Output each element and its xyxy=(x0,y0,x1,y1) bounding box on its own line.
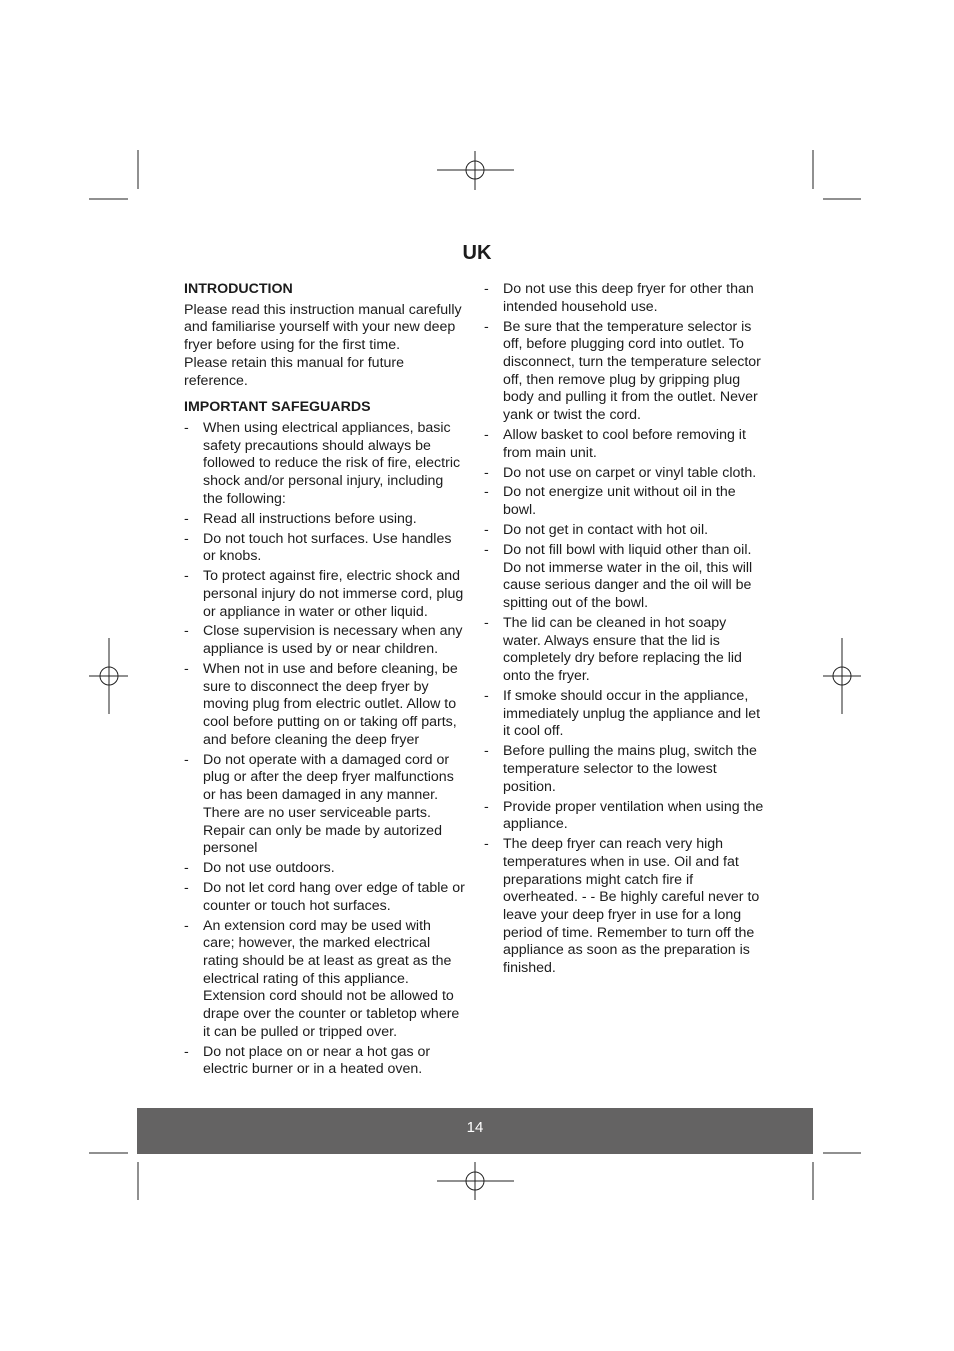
list-item xyxy=(184,1044,466,1079)
safeguards-section xyxy=(184,399,466,1079)
dash-bullet: - xyxy=(484,687,489,704)
list-item xyxy=(184,880,466,915)
introduction-heading: INTRODUCTION xyxy=(184,281,293,297)
list-item xyxy=(484,427,766,462)
list-item-text: Do not use on carpet or vinyl table cloth. xyxy=(503,464,757,481)
list-item-text: Do not use outdoors. xyxy=(203,860,335,877)
list-item xyxy=(184,511,466,529)
dash-bullet: - xyxy=(184,661,189,677)
dash-bullet: - xyxy=(184,751,189,768)
list-item-text: Before pulling the mains plug, switch the temperature selector to the lowest position. xyxy=(503,743,757,795)
list-item xyxy=(484,836,766,978)
list-item-text: An extension cord may be used with care; however, the marked electrical rating should be at least as great as the electrical rating of this appliance. Extension cord should not be allowed to drape over the counter or tabletop where it can be pulled or tripped over. xyxy=(203,917,460,1040)
list-item xyxy=(484,615,766,686)
dash-bullet: - xyxy=(484,836,489,853)
registration-mark-bottom-icon xyxy=(437,1162,514,1200)
safeguards-list-right xyxy=(484,281,766,978)
crop-mark-top-left-icon xyxy=(89,150,138,199)
dash-bullet: - xyxy=(484,541,489,558)
list-item xyxy=(184,860,466,878)
list-item-text: Allow basket to cool before removing it from main unit. xyxy=(503,427,746,461)
dash-bullet: - xyxy=(484,798,489,815)
list-item-text: The lid can be cleaned in hot soapy water. Always ensure that the lid is completely dry before replacing the lid onto the fryer. xyxy=(503,614,742,685)
list-item xyxy=(184,568,466,621)
list-item-text: Be sure that the temperature selector is off, before plugging cord into outlet. To disconnect, turn the temperature selector off, then remove plug by gripping plug body and pulling it from the outlet. Never yank or twist the cord. xyxy=(503,318,761,424)
dash-bullet: - xyxy=(484,522,489,539)
list-item-text: Do not get in contact with hot oil. xyxy=(503,522,709,539)
list-item xyxy=(484,465,766,483)
dash-bullet: - xyxy=(184,1043,189,1060)
dash-bullet: - xyxy=(184,568,189,585)
introduction-paragraph: Please retain this manual for future reference. xyxy=(184,354,405,389)
dash-bullet: - xyxy=(484,427,489,443)
list-item-text: Do not place on or near a hot gas or electric burner or in a heated oven. xyxy=(203,1043,431,1078)
list-item-text: Do not operate with a damaged cord or plug or after the deep fryer malfunctions or has been damaged in any manner. There are no user serviceable parts. Repair can only be made by autorized personel xyxy=(203,751,454,857)
list-item-text: To protect against fire, electric shock and personal injury do not immerse cord, plug or appliance in water or other liquid. xyxy=(203,568,464,620)
list-item xyxy=(484,743,766,796)
crop-mark-bottom-right-icon xyxy=(813,1153,861,1200)
dash-bullet: - xyxy=(184,510,189,527)
dash-bullet: - xyxy=(184,917,189,934)
list-item xyxy=(184,420,466,509)
dash-bullet: - xyxy=(184,419,189,436)
crop-mark-bottom-left-icon xyxy=(89,1153,138,1200)
list-item xyxy=(184,531,466,566)
list-item xyxy=(184,661,466,750)
registration-mark-top-icon xyxy=(437,151,514,190)
list-item-text: The deep fryer can reach very high temperatures when in use. Oil and fat preparations might catch fire if overheated. - - Be highly careful never to leave your deep fryer in use for a long period of time. Remember to turn off the appliance as soon as the preparation is finished. xyxy=(503,836,760,977)
list-item xyxy=(484,522,766,540)
list-item xyxy=(484,542,766,613)
list-item xyxy=(484,484,766,519)
dash-bullet: - xyxy=(484,281,489,297)
list-item-text: If smoke should occur in the appliance, immediately unplug the appliance and let it cool off. xyxy=(503,687,761,740)
list-item xyxy=(484,688,766,741)
list-item-text: Do not touch hot surfaces. Use handles or knobs. xyxy=(203,530,452,565)
list-item-text: Read all instructions before using. xyxy=(203,510,417,527)
list-item-text: Do not fill bowl with liquid other than oil. Do not immerse water in the oil, this will cause serious danger and the oil will be spitting out of the bowl. xyxy=(503,541,753,612)
list-item-text: Do not energize unit without oil in the bowl. xyxy=(503,484,736,519)
list-item-text: Provide proper ventilation when using the appliance. xyxy=(503,798,764,833)
registration-mark-right-icon xyxy=(823,638,861,714)
dash-bullet: - xyxy=(484,464,489,481)
dash-bullet: - xyxy=(184,530,189,547)
dash-bullet: - xyxy=(184,623,189,640)
dash-bullet: - xyxy=(484,484,489,501)
list-item xyxy=(484,319,766,425)
list-item-text: Do not use this deep fryer for other than intended household use. xyxy=(503,281,754,315)
left-column xyxy=(184,281,466,1081)
dash-bullet: - xyxy=(184,860,189,877)
crop-mark-top-right-icon xyxy=(813,150,861,199)
list-item xyxy=(184,623,466,658)
dash-bullet: - xyxy=(484,614,489,631)
footer-bar xyxy=(137,1108,813,1154)
registration-mark-left-icon xyxy=(89,638,128,714)
list-item xyxy=(484,281,766,316)
list-item-text: Do not let cord hang over edge of table or counter or touch hot surfaces. xyxy=(203,880,465,914)
right-column xyxy=(484,281,766,980)
dash-bullet: - xyxy=(484,318,489,335)
list-item-text: When using electrical appliances, basic safety precautions should always be followed to reduce the risk of fire, electric shock and/or personal injury, including the following: xyxy=(203,419,461,507)
list-item xyxy=(484,799,766,834)
list-item xyxy=(184,752,466,858)
dash-bullet: - xyxy=(184,880,189,896)
page-number: 14 xyxy=(466,1119,484,1136)
safeguards-heading: IMPORTANT SAFEGUARDS xyxy=(184,399,371,416)
dash-bullet: - xyxy=(484,743,489,760)
list-item-text: Close supervision is necessary when any appliance is used by or near children. xyxy=(203,623,463,658)
introduction-section xyxy=(184,281,466,390)
list-item-text: When not in use and before cleaning, be sure to disconnect the deep fryer by moving plug from electric outlet. Allow to cool before putting on or taking off parts, and before cleaning the deep fryer xyxy=(203,661,458,748)
safeguards-list-left xyxy=(184,420,466,1079)
list-item xyxy=(184,918,466,1042)
language-heading: UK xyxy=(462,242,492,264)
introduction-paragraph: Please read this instruction manual carefully and familiarise yourself with your new deep fryer before using for the first time. xyxy=(184,301,462,354)
